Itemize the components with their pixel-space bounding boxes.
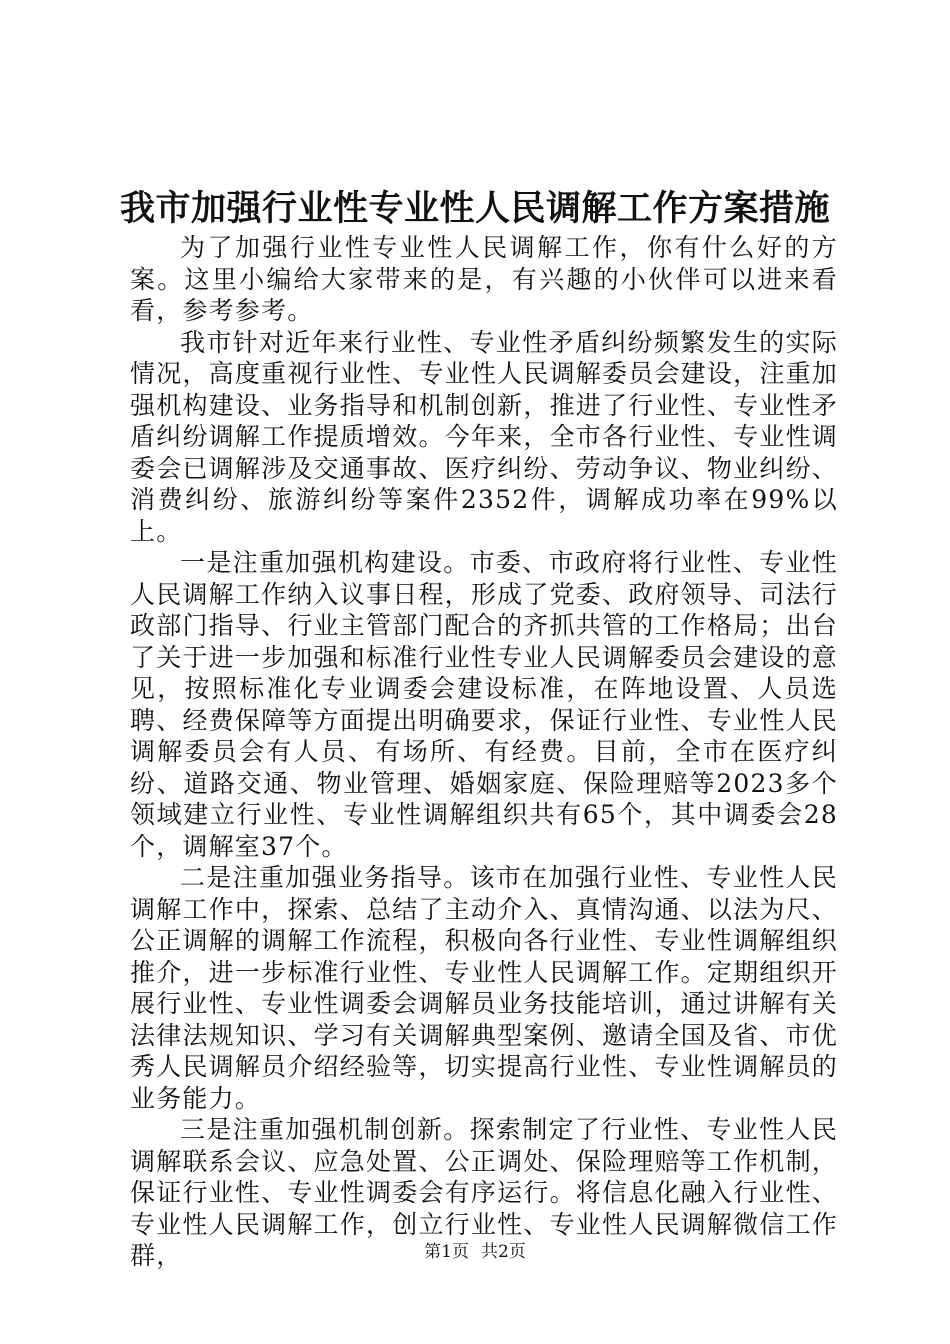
paragraph-overview: 我市针对近年来行业性、专业性矛盾纠纷频繁发生的实际情况，高度重视行业性、专业性人民调解委员会建设，注重加强机构建设、业务指导和机制创新，推进了行业性、专业性矛盾纠纷调解工作提质增效。今年来，全市各行业性、专业性调委会已调解涉及交通事故、医疗纠纷、劳动争议、物业纠纷、消费纠纷、旅游纠纷等案件2352件，调解成功率在99%以上。: [130, 327, 838, 546]
paragraph-mechanism-innovation: 三是注重加强机制创新。探索制定了行业性、专业性人民调解联系会议、应急处置、公正调处、保险理赔等工作机制，保证行业性、专业性调委会有序运行。将信息化融入行业性、专业性人民调解工作，创立行业性、专业性人民调解微信工作群，: [130, 1115, 838, 1270]
page-footer: [0, 1240, 950, 1264]
page-number-total: 共2页: [481, 1242, 526, 1262]
document-body: [130, 232, 838, 1272]
paragraph-intro: 为了加强行业性专业性人民调解工作，你有什么好的方案。这里小编给大家带来的是，有兴趣的小伙伴可以进来看看，参考参考。: [130, 233, 838, 325]
paragraph-institution-building: 一是注重加强机构建设。市委、市政府将行业性、专业性人民调解工作纳入议事日程，形成了党委、政府领导、司法行政部门指导、行业主管部门配合的齐抓共管的工作格局；出台了关于进一步加强和标准行业性专业人民调解委员会建设的意见，按照标准化专业调委会建设标准，在阵地设置、人员选聘、经费保障等方面提出明确要求，保证行业性、专业性人民调解委员会有人员、有场所、有经费。目前，全市在医疗纠纷、道路交通、物业管理、婚姻家庭、保险理赔等2023多个领域建立行业性、专业性调解组织共有65个，其中调委会28个，调解室37个。: [130, 548, 838, 861]
paragraph-business-guidance: 二是注重加强业务指导。该市在加强行业性、专业性人民调解工作中，探索、总结了主动介入、真情沟通、以法为尺、公正调解的调解工作流程，积极向各行业性、专业性调解组织推介，进一步标准行业性、专业性人民调解工作。定期组织开展行业性、专业性调委会调解员业务技能培训，通过讲解有关法律法规知识、学习有关调解典型案例、邀请全国及省、市优秀人民调解员介绍经验等，切实提高行业性、专业性调解员的业务能力。: [130, 863, 838, 1113]
page-number-current: 第1页: [424, 1242, 469, 1262]
page-title: 我市加强行业性专业性人民调解工作方案措施: [119, 188, 830, 229]
